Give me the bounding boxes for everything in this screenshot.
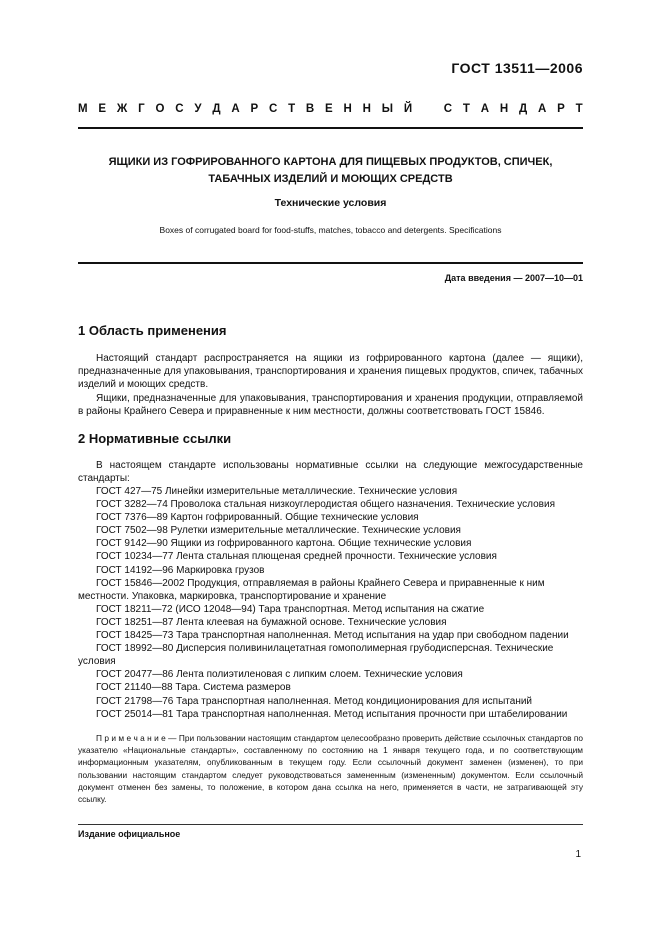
references-note: П р и м е ч а н и е — При пользовании настоящим стандартом целесообразно проверить действие ссылочных стандартов по указателю «Национальные стандарты», составленному по состоянию на 1 января текущего года, и по соответствующим информационным указателям, опубликованным в текущем году. Если ссылочный документ заменен (изменен), то при пользовании настоящим стандартом следует руководствоваться замененным (измененным) документом. Если ссылочный документ отменен без замены, то положение, в котором дана ссылка на него, применяется в части, не затрагивающей эту ссылку.: [78, 733, 583, 805]
reference-item: ГОСТ 25014—81 Тара транспортная наполненная. Метод испытания прочности при штабелировании: [96, 708, 568, 720]
reference-item: ГОСТ 427—75 Линейки измерительные металлические. Технические условия: [96, 486, 458, 497]
reference-item: ГОСТ 10234—77 Лента стальная плющеная средней прочности. Технические условия: [96, 551, 497, 563]
banner-letter: В: [305, 103, 315, 115]
banner-letter: Т: [462, 103, 470, 115]
reference-item: ГОСТ 20477—86 Лента полиэтиленовая с липким слоем. Технические условия: [96, 669, 463, 681]
banner-letter: Г: [138, 103, 145, 115]
banner-letter: [423, 103, 433, 115]
banner-letter: С: [268, 103, 278, 115]
header-rule: [78, 127, 583, 129]
section-1-paragraph-2-text: Ящики, предназначенные для упаковывания, транспортирования и хранения продукции, отправляемой в районы Крайнего Севера и приравненные к ним местности, должны соответствовать ГОСТ 15846.: [78, 392, 583, 417]
banner-letter: С: [175, 103, 184, 115]
reference-item: ГОСТ 15846—2002 Продукция, отправляемая в районы Крайнего Севера и приравненные к ним местности. Упаковка, маркировка, транспортирование и хранение: [78, 577, 545, 602]
section-2-intro-text: В настоящем стандарте использованы нормативные ссылки на следующие межгосударственные стандарты:: [78, 460, 583, 485]
section-1-paragraph-2: [78, 392, 583, 418]
title-line-1: ЯЩИКИ ИЗ ГОФРИРОВАННОГО КАРТОНА ДЛЯ ПИЩЕВЫХ ПРОДУКТОВ, СПИЧЕК,: [108, 156, 553, 168]
banner-letter: О: [155, 103, 165, 115]
english-title: Boxes of corrugated board for food-stuffs, matches, tobacco and detergents. Specifications: [159, 225, 502, 235]
banner-letter: Т: [575, 103, 583, 115]
banner-letter: М: [78, 103, 88, 115]
title-line-2: ТАБАЧНЫХ ИЗДЕЛИЙ И МОЮЩИХ СРЕДСТВ: [208, 173, 453, 185]
official-edition-label: Издание официальное: [78, 829, 181, 839]
section-2-heading: 2 Нормативные ссылки: [78, 431, 232, 446]
reference-item: ГОСТ 18425—73 Тара транспортная наполненная. Метод испытания на удар при свободном падении: [96, 630, 569, 642]
section-1-paragraph-1-text: Настоящий стандарт распространяется на ящики из гофрированного картона (далее — ящики), предназначенные для упаковывания, транспортирования и хранения пищевых продуктов, спичек, табачных изделий и моющих средств.: [78, 353, 583, 391]
section-1-body: [78, 352, 583, 418]
banner-letter: Е: [98, 103, 107, 115]
reference-item: ГОСТ 14192—96 Маркировка грузов: [96, 564, 265, 576]
reference-item: ГОСТ 18992—80 Дисперсия поливинилацетатная гомополимерная грубодисперсная. Технические условия: [78, 643, 554, 668]
reference-item: ГОСТ 7502—98 Рулетки измерительные металлические. Технические условия: [96, 525, 461, 537]
banner-letter: С: [443, 103, 453, 115]
reference-item: ГОСТ 18251—87 Лента клеевая на бумажной основе. Технические условия: [96, 616, 447, 628]
reference-item: ГОСТ 21798—76 Тара транспортная наполненная. Метод кондиционирования для испытаний: [96, 695, 533, 707]
banner-letter: Н: [362, 103, 371, 115]
banner-letter: Е: [325, 103, 333, 115]
reference-item: ГОСТ 9142—90 Ящики из гофрированного картона. Общие технические условия: [96, 538, 472, 550]
banner-letter: А: [231, 103, 240, 115]
reference-item: ГОСТ 18211—72 (ИСО 12048—94) Тара транспортная. Метод испытания на сжатие: [96, 603, 485, 615]
reference-item: ГОСТ 7376—89 Картон гофрированный. Общие технические условия: [96, 512, 419, 524]
reference-item: ГОСТ 3282—74 Проволока стальная низкоуглеродистая общего назначения. Технические условия: [96, 499, 555, 511]
interstate-standard-banner: [78, 103, 583, 115]
section-1-heading: 1 Область применения: [78, 323, 227, 338]
banner-letter: Ж: [116, 103, 128, 115]
document-number: ГОСТ 13511—2006: [451, 60, 583, 76]
banner-letter: Р: [250, 103, 259, 115]
banner-letter: У: [194, 103, 202, 115]
banner-letter: А: [480, 103, 490, 115]
banner-letter: Н: [343, 103, 352, 115]
document-title: [78, 154, 583, 188]
banner-letter: Д: [518, 103, 528, 115]
banner-letter: Р: [557, 103, 565, 115]
banner-letter: Й: [403, 103, 413, 115]
introduction-date: Дата введения — 2007—10—01: [444, 273, 583, 283]
reference-item: ГОСТ 21140—88 Тара. Система размеров: [96, 682, 291, 694]
banner-letter: А: [537, 103, 547, 115]
banner-letter: Т: [288, 103, 296, 115]
banner-letter: Ы: [381, 103, 394, 115]
document-subtitle: Технические условия: [274, 197, 387, 209]
section-1-paragraph-1: [78, 352, 583, 392]
page-number: 1: [575, 849, 581, 860]
section-2-intro: [78, 459, 583, 485]
footer-rule: [78, 824, 583, 825]
banner-letter: Н: [499, 103, 509, 115]
banner-letter: Д: [212, 103, 221, 115]
normative-references-list: [78, 485, 583, 721]
title-rule: [78, 262, 583, 264]
